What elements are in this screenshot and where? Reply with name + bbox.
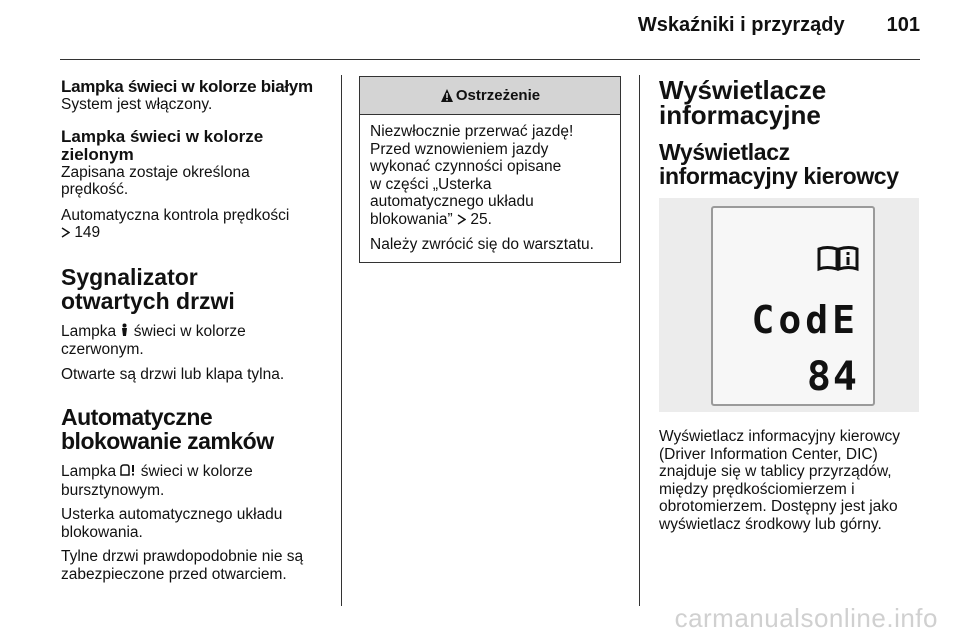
page-number: 101 [886, 14, 920, 36]
warning-triangle-icon [440, 88, 454, 103]
doors-lamp-suffix: świeci w kolorze czerwonym. [61, 322, 246, 358]
column-right [659, 75, 929, 189]
warning-line-3: wykonać czynności opisane [370, 158, 562, 175]
warning-title: Ostrzeżenie [455, 87, 541, 104]
warning-ref[interactable]: 25. [470, 210, 492, 228]
white-text: System jest włączony. [61, 96, 213, 113]
lock-text-2: Tylne drzwi prawdopodobnie nie są zabezpieczone przed otwarciem. [61, 548, 304, 583]
main-heading: Wyświetlacze informacyjne [659, 75, 827, 130]
warning-line-5: automatycznego układu [370, 193, 534, 210]
warning-text-2: Należy zwrócić się do warsztatu. [370, 236, 594, 253]
lock-heading: Automatyczne blokowanie zamków [61, 404, 274, 454]
green-heading: Lampka świeci w kolorze zielonym [61, 126, 264, 164]
lock-warning-icon [120, 464, 136, 482]
doors-lamp-text [61, 323, 281, 359]
doors-heading: Sygnalizator otwartych drzwi [61, 263, 235, 314]
warning-body [360, 115, 620, 254]
doors-lamp-prefix: Lampka [61, 322, 117, 340]
watermark: carmanualsonline.info [674, 603, 938, 633]
lock-lamp-prefix: Lampka [61, 463, 117, 480]
white-heading: Lampka świeci w kolorze białym [61, 77, 313, 96]
lock-lamp-suffix: świeci w kolorze bursztynowym. [61, 463, 253, 499]
column-left [61, 78, 331, 583]
sub-heading: Wyświetlacz informacyjny kierowcy [659, 139, 899, 189]
page-header [60, 14, 920, 37]
manual-book-icon [817, 246, 859, 277]
auto-speed-label: Automatyczna kontrola prędkości [61, 206, 290, 224]
doors-text: Otwarte są drzwi lub klapa tylna. [61, 365, 285, 383]
header-rule [60, 59, 920, 60]
column-divider-1 [341, 75, 342, 606]
warning-line-2: Przed wznowieniem jazdy [370, 140, 549, 158]
auto-speed-ref[interactable]: 149 [74, 224, 101, 241]
green-text: Zapisana zostaje określona prędkość. [61, 163, 250, 198]
warning-line-4: w części „Usterka [370, 175, 492, 193]
column-divider-2 [639, 75, 640, 606]
warning-line-6: blokowania” [370, 210, 453, 228]
warning-text-1 [370, 123, 610, 229]
dic-illustration [659, 198, 919, 412]
display-code: CodE [751, 298, 859, 342]
section-title: Wskaźniki i przyrządy [637, 14, 845, 36]
lock-lamp-text [61, 463, 271, 499]
dic-caption: Wyświetlacz informacyjny kierowcy (Driver Information Center, DIC) znajduje się w tablicy przyrządów, między prędkościomierzem i obrotomierzem. Dostępny jest jako wyświetlacz środkowy lub górny. [659, 428, 901, 533]
door-open-icon [120, 323, 129, 342]
dic-screen [711, 206, 875, 406]
reference-arrow-icon [61, 225, 70, 243]
auto-speed-text [61, 207, 301, 243]
reference-arrow-icon [457, 212, 466, 230]
display-number: 84 [806, 354, 859, 400]
lock-text-1: Usterka automatycznego układu blokowania. [61, 506, 283, 541]
warning-line-1: Niezwłocznie przerwać jazdę! [370, 123, 574, 140]
warning-box [359, 76, 621, 263]
warning-header [360, 77, 620, 115]
